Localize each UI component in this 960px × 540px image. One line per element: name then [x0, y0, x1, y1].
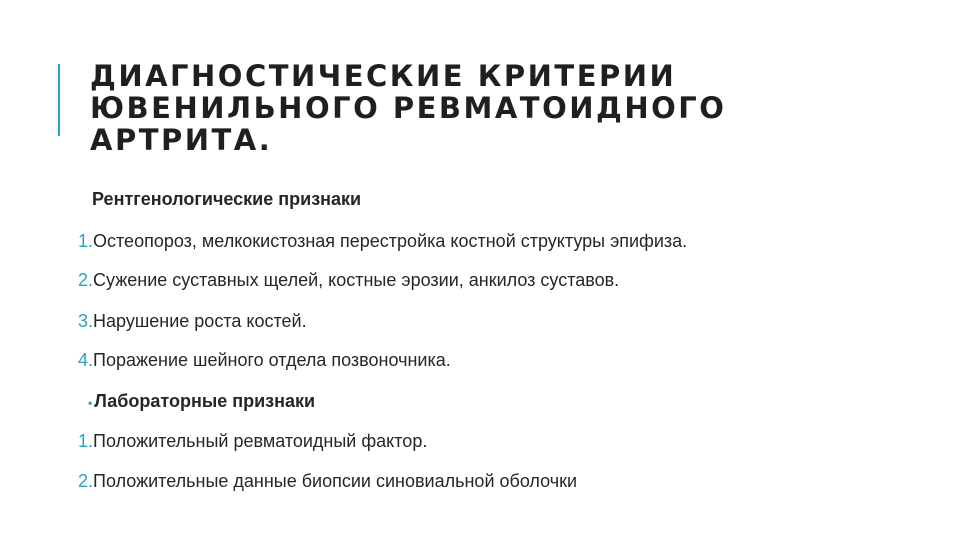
list-number: 1. [78, 431, 94, 451]
list-number: 3. [78, 311, 94, 331]
list-text: Поражение шейного отдела позвоночника. [93, 350, 451, 370]
xray-heading: Рентгенологические признаки [92, 189, 362, 209]
list-text: Нарушение роста костей. [93, 311, 307, 331]
list-text: Сужение суставных щелей, костные эрозии, анкилоз суставов. [93, 270, 620, 290]
list-item [78, 430, 427, 452]
title-line-3: АРТРИТА. [90, 123, 273, 157]
lab-heading: Лабораторные признаки [94, 391, 316, 411]
list-item [78, 230, 687, 252]
accent-bar [58, 64, 60, 136]
list-text: Остеопороз, мелкокистозная перестройка костной структуры эпифиза. [93, 231, 688, 251]
list-item [78, 310, 307, 332]
list-text: Положительные данные биопсии синовиальной оболочки [93, 471, 578, 491]
list-text: Положительный ревматоидный фактор. [93, 431, 428, 451]
title-line-2: ЮВЕНИЛЬНОГО РЕВМАТОИДНОГО [90, 91, 727, 125]
title-line-1: ДИАГНОСТИЧЕСКИЕ КРИТЕРИИ [90, 59, 677, 93]
list-number: 1. [78, 231, 94, 251]
list-number: 2. [78, 270, 94, 290]
bullet-icon: • [88, 396, 93, 410]
list-item [78, 269, 619, 291]
list-number: 2. [78, 471, 94, 491]
list-item [78, 470, 577, 492]
list-item [78, 349, 451, 371]
lab-heading-row [88, 390, 315, 414]
list-number: 4. [78, 350, 94, 370]
slide-title [90, 60, 910, 156]
